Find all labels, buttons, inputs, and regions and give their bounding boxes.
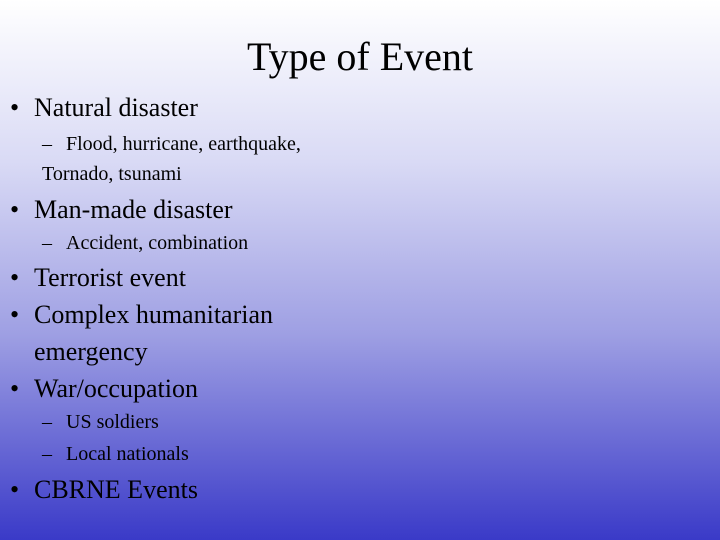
sub-bullet-text: Local nationals [66,443,189,465]
sub-bullet-text: Flood, hurricane, earthquake, [66,133,301,155]
sub-bullet-text: Accident, combination [66,232,249,254]
bullet-icon: • [10,195,20,224]
dash-icon: – [42,443,52,465]
dash-icon: – [42,411,52,433]
slide-title: Type of Event [246,34,473,79]
dash-icon: – [42,133,52,155]
bullet-icon: • [10,300,20,329]
bullet-text: CBRNE Events [34,475,198,504]
bullet-icon: • [10,263,20,292]
bullet-text: War/occupation [34,374,198,403]
bullet-icon: • [10,374,20,403]
sub-bullet-continuation-text: Tornado, tsunami [42,163,182,185]
bullet-text: Complex humanitarian [34,300,274,329]
bullet-text: Natural disaster [34,93,198,122]
dash-icon: – [42,232,52,254]
bullet-icon: • [10,475,20,504]
bullet-icon: • [10,93,20,122]
bullet-text: Terrorist event [34,263,186,292]
bullet-continuation-text: emergency [34,337,148,366]
bullet-text: Man-made disaster [34,195,233,224]
sub-bullet-text: US soldiers [66,411,159,433]
